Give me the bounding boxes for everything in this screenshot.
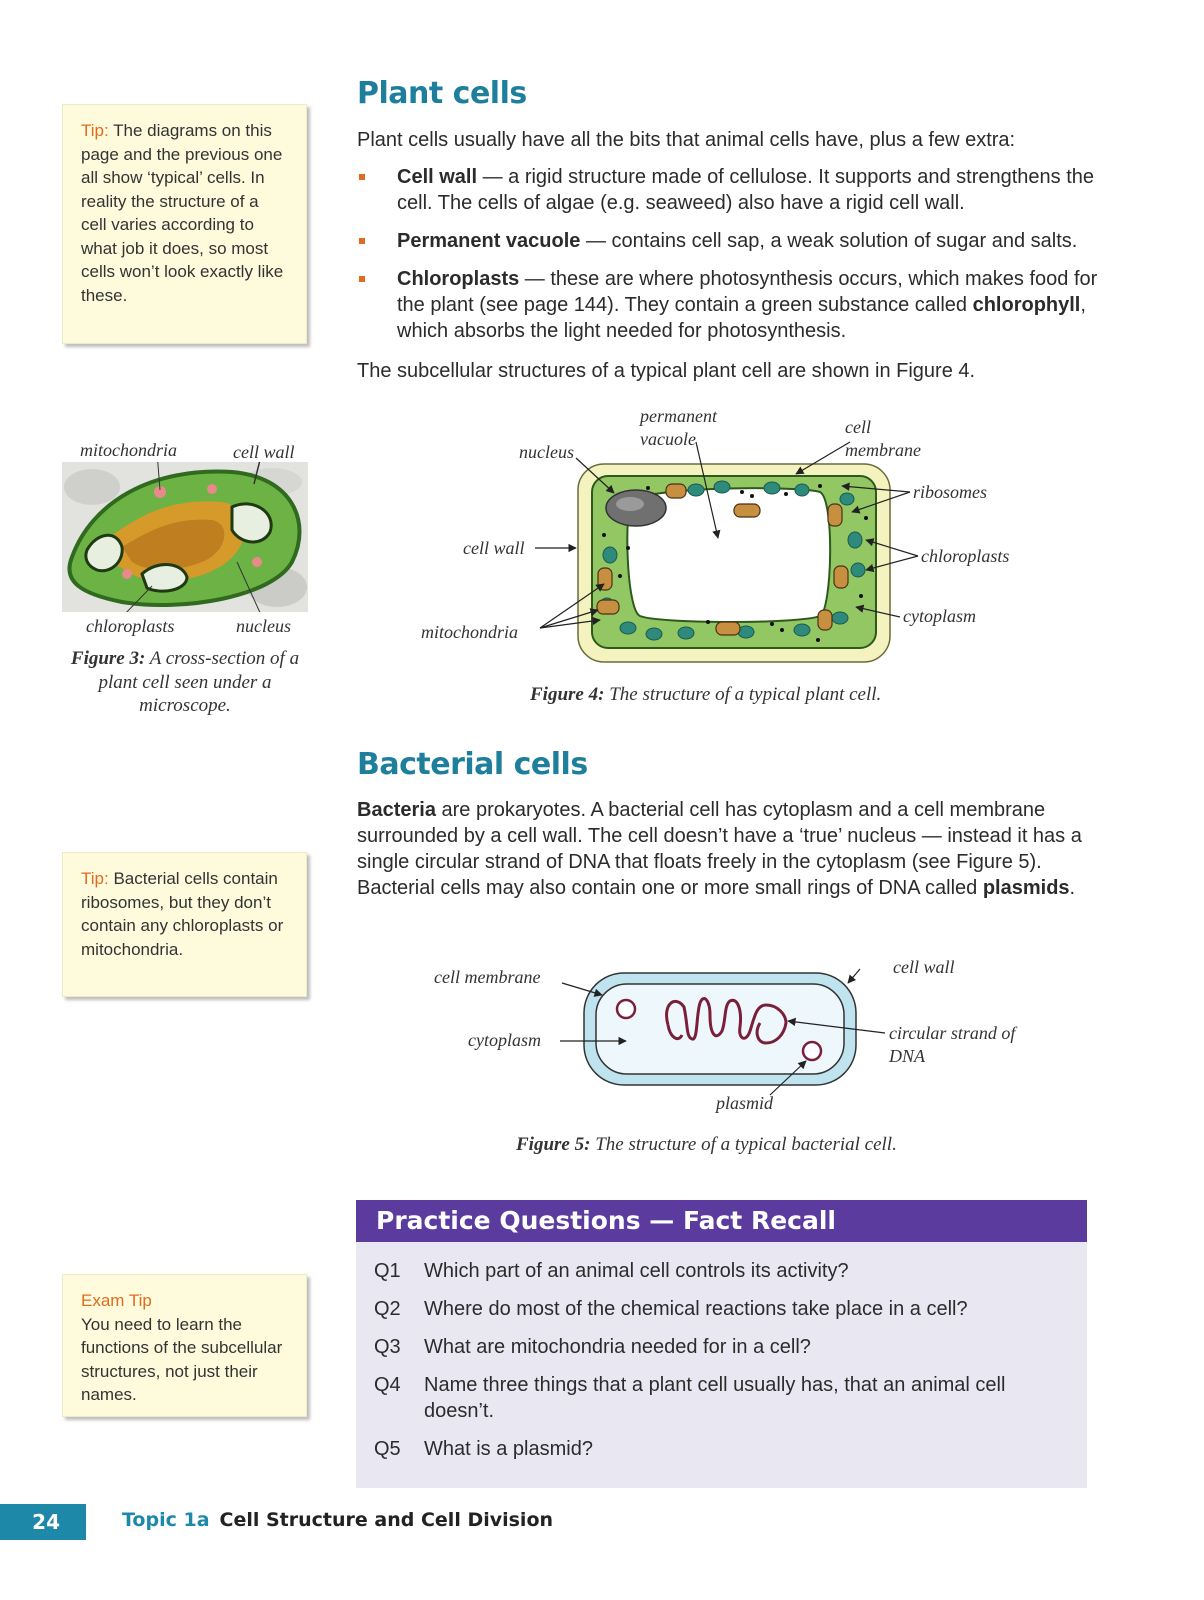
caption-text: The structure of a typical bacterial cell. (590, 1134, 897, 1155)
term: plasmids (982, 877, 1070, 899)
plant-bullet-list (357, 164, 1117, 356)
term: Permanent vacuole (397, 230, 581, 252)
definition: — contains cell sap, a weak solution of sugar and salts. (580, 230, 1078, 252)
plant-cells-heading: Plant cells (357, 76, 527, 111)
bullet-chloroplasts (357, 266, 1117, 344)
caption-text: A cross-section of a plant cell seen under a microscope. (98, 648, 300, 716)
tip-label: Exam Tip (81, 1291, 152, 1310)
question-item (374, 1334, 1069, 1360)
fig4-label-cell-wall: cell wall (463, 538, 525, 558)
tip-text: Bacterial cells contain ribosomes, but they don’t contain any chloroplasts or mitochondria. (81, 869, 284, 959)
caption-text: The structure of a typical plant cell. (604, 684, 882, 705)
topic-code: Topic 1a (122, 1509, 210, 1531)
bacteria-paragraph (357, 797, 1092, 901)
micrograph-image (62, 462, 308, 612)
question-item (374, 1372, 1069, 1424)
bacterial-cell-diagram (540, 955, 890, 1105)
question-text: What is a plasmid? (424, 1438, 593, 1460)
question-text: Name three things that a plant cell usually has, that an animal cell doesn’t. (424, 1374, 1006, 1422)
practice-questions-panel (356, 1200, 1087, 1488)
bacterial-cells-heading: Bacterial cells (357, 747, 588, 782)
question-number: Q2 (374, 1298, 401, 1320)
fig4-label-chloroplasts: chloroplasts (921, 546, 1010, 566)
definition: , which absorbs the light needed for photosynthesis. (397, 294, 1086, 342)
topic-title: Cell Structure and Cell Division (219, 1509, 554, 1531)
fig3-label-mitochondria: mitochondria (80, 440, 177, 460)
text: . (1069, 877, 1076, 899)
fig4-label-permanent-vacuole: permanent vacuole (640, 406, 717, 449)
text: are prokaryotes. A bacterial cell has cytoplasm and a cell membrane surrounded by a cell wall. The cell doesn’t have a ‘true’ nucleus — instead it has a single circular strand of DNA that floats freely in the cytoplasm (see Figure 5). Bacterial cells may also contain one or more small rings of DNA called (357, 799, 1082, 899)
figure4-caption (530, 684, 881, 706)
exam-tip-box (62, 1274, 307, 1417)
tip-label: Tip: (81, 869, 109, 888)
tip-text: The diagrams on this page and the previous one all show ‘typical’ cells. In reality the structure of a cell varies according to what job it does, so most cells won’t look exactly like these. (81, 121, 284, 305)
fig4-label-nucleus: nucleus (519, 442, 574, 462)
plant-intro: Plant cells usually have all the bits that animal cells have, plus a few extra: (357, 129, 1016, 151)
figure5-caption (516, 1134, 897, 1156)
plant-outro: The subcellular structures of a typical plant cell are shown in Figure 4. (357, 360, 976, 382)
term: chlorophyll (972, 294, 1081, 316)
question-item (374, 1296, 1069, 1322)
practice-questions-title: Practice Questions — Fact Recall (356, 1200, 1087, 1242)
bullet-permanent-vacuole (357, 228, 1117, 254)
caption-label: Figure 5: (516, 1134, 591, 1155)
bullet-cell-wall (357, 164, 1117, 216)
question-text: Where do most of the chemical reactions take place in a cell? (424, 1298, 968, 1320)
question-number: Q5 (374, 1438, 401, 1460)
term: Chloroplasts (397, 268, 520, 290)
question-item (374, 1258, 1069, 1284)
fig5-label-cell-wall: cell wall (893, 957, 955, 977)
fig5-label-cell-membrane: cell membrane (434, 967, 541, 987)
question-text: What are mitochondria needed for in a cell? (424, 1336, 811, 1358)
fig4-label-cytoplasm: cytoplasm (903, 606, 976, 626)
tip-label: Tip: (81, 121, 109, 140)
page-number: 24 (0, 1504, 86, 1540)
definition: — a rigid structure made of cellulose. It supports and strengthens the cell. The cells of algae (e.g. seaweed) also have a rigid cell wall. (397, 166, 1095, 214)
fig4-label-cell-membrane: cell membrane (845, 417, 921, 460)
term: Bacteria (357, 799, 436, 821)
tip-text: You need to learn the functions of the subcellular structures, not just their names. (81, 1314, 283, 1404)
tip-box-diagrams (62, 104, 307, 344)
fig5-label-cytoplasm: cytoplasm (468, 1030, 541, 1050)
question-number: Q3 (374, 1336, 401, 1358)
question-item (374, 1436, 1069, 1462)
fig3-label-nucleus: nucleus (236, 616, 291, 636)
question-number: Q1 (374, 1260, 401, 1282)
fig4-label-ribosomes: ribosomes (913, 482, 988, 502)
question-text: Which part of an animal cell controls its activity? (424, 1260, 849, 1282)
term: Cell wall (397, 166, 478, 188)
footer-topic (122, 1509, 553, 1531)
fig5-label-dna: circular strand of DNA (889, 1023, 1016, 1066)
question-number: Q4 (374, 1374, 401, 1396)
definition: — these are where photosynthesis occurs, which makes food for the plant (see page 144). They contain a green substance called (397, 268, 1098, 316)
fig3-label-cell-wall: cell wall (233, 442, 295, 462)
tip-box-bacteria (62, 852, 307, 997)
fig4-label-mitochondria: mitochondria (421, 622, 518, 642)
practice-questions-list (356, 1242, 1087, 1488)
caption-label: Figure 3: (70, 648, 146, 669)
caption-label: Figure 4: (530, 684, 605, 705)
fig3-label-chloroplasts: chloroplasts (86, 616, 175, 636)
fig5-label-plasmid: plasmid (716, 1093, 774, 1113)
figure3-caption (62, 647, 308, 718)
